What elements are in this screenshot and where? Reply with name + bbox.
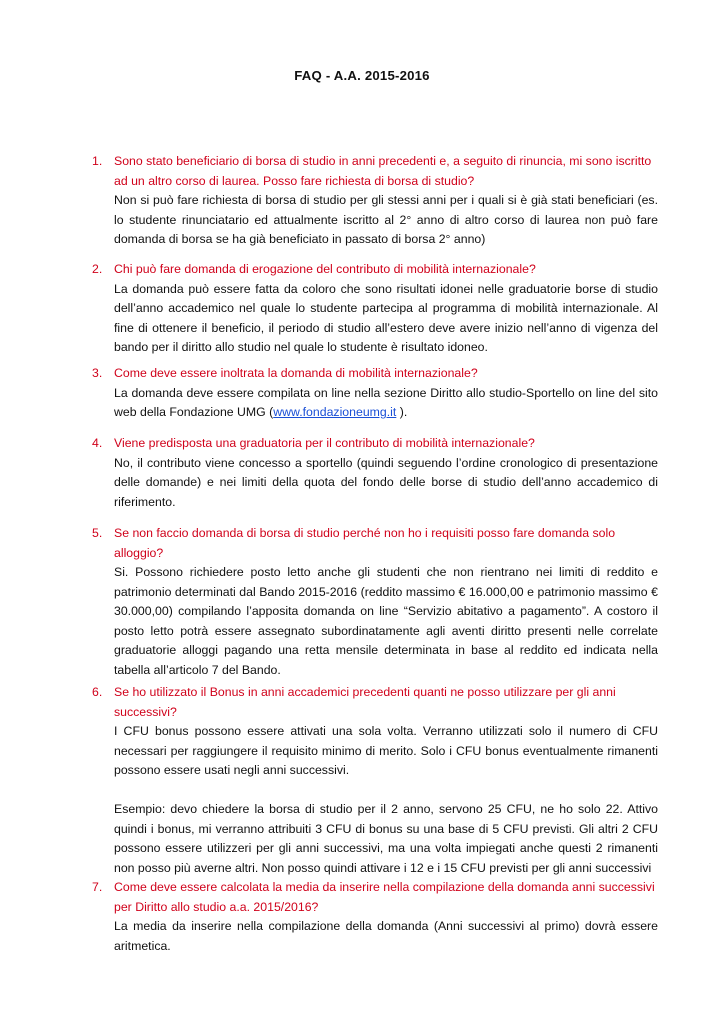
faq-item-2 — [92, 260, 658, 358]
faq-answer-paragraph: No, il contributo viene concesso a sportello (quindi seguendo l’ordine cronologico di presentazione delle domande) e nei limiti della quota del fondo delle borse di studio dell’anno accademico di riferimento. — [114, 455, 658, 509]
faq-question-text: Se ho utilizzato il Bonus in anni accademici precedenti quanti ne posso utilizzare per gli anni successivi? — [114, 685, 616, 719]
faq-item-3 — [92, 364, 658, 423]
faq-question-text: Sono stato beneficiario di borsa di studio in anni precedenti e, a seguito di rinuncia, mi sono iscritto ad un altro corso di laurea. Posso fare richiesta di borsa di studio? — [114, 154, 652, 188]
faq-answer-paragraph: I CFU bonus possono essere attivati una sola volta. Verranno utilizzati solo il numero di CFU necessari per raggiungere il requisito minimo di merito. Solo i CFU bonus eventualmente rimanenti possono essere usati negli anni successivi. — [114, 724, 658, 777]
faq-answer — [114, 563, 658, 680]
faq-item-7 — [92, 878, 658, 956]
faq-question-text: Se non faccio domanda di borsa di studio perché non ho i requisiti posso fare domanda solo alloggio? — [114, 526, 616, 560]
fondazione-website-link[interactable]: www.fondazioneumg.it — [273, 405, 397, 419]
faq-item-1 — [92, 152, 658, 250]
faq-question-text: Come deve essere calcolata la media da inserire nella compilazione della domanda anni successivi per Diritto allo studio a.a. 2015/2016? — [114, 880, 655, 914]
faq-number: 6. — [92, 685, 103, 699]
faq-answer-paragraph — [114, 384, 658, 423]
faq-answer — [114, 280, 658, 358]
faq-item-6 — [92, 683, 658, 878]
faq-number: 4. — [92, 436, 103, 450]
faq-answer-paragraph: Si. Possono richiedere posto letto anche gli studenti che non rientrano nei limiti di reddito e patrimonio determinati dal Bando 2015-2016 (reddito massimo € 16.000,00 e patrimonio massimo € 30.000,00) compilando l’apposita domanda on line “Servizio abitativo a pagamento”. A costoro il posto letto potrà essere assegnato subordinatamente agli aventi diritto presenti nelle correlate graduatorie alloggi pagando una retta mensile determinata in base al reddito ed indicata nella tabella all’articolo 7 del Bando. — [114, 565, 658, 677]
faq-question — [92, 878, 658, 917]
faq-question-text: Come deve essere inoltrata la domanda di mobilità internazionale? — [114, 366, 478, 380]
faq-question-text: Viene predisposta una graduatoria per il contributo di mobilità internazionale? — [114, 436, 535, 450]
faq-number: 5. — [92, 526, 103, 540]
faq-question — [92, 152, 658, 191]
faq-answer — [114, 191, 658, 250]
faq-question — [92, 524, 658, 563]
faq-number: 2. — [92, 262, 103, 276]
faq-answer-example: Esempio: devo chiedere la borsa di studio per il 2 anno, servono 25 CFU, ne ho solo 22. Attivo quindi i bonus, mi verranno attribuiti 3 CFU di bonus su una base di 5 CFU previsti. Gli altri 2 CFU possono essere utilizzeri per gli anni successivi, ma una volta impiegati anche questi 2 rimanenti non posso più averne altri. Non posso quindi attivare i 12 e i 15 CFU previsti per gli anni successivi — [114, 802, 658, 875]
faq-answer — [114, 722, 658, 878]
faq-question — [92, 260, 658, 280]
faq-question — [92, 683, 658, 722]
faq-item-5 — [92, 524, 658, 680]
faq-question-text: Chi può fare domanda di erogazione del contributo di mobilità internazionale? — [114, 262, 536, 276]
faq-number: 7. — [92, 880, 103, 894]
faq-answer-paragraph: Non si può fare richiesta di borsa di studio per gli stessi anni per i quali si è già stati beneficiari (es. lo studente rinunciatario ed attualmente iscritto al 2° anno di altro corso di laurea non può fare domanda di borsa se ha già beneficiato in passato di borsa 2° anno) — [114, 193, 658, 246]
faq-question — [92, 364, 658, 384]
faq-number: 3. — [92, 366, 103, 380]
faq-item-4 — [92, 434, 658, 512]
page-title: FAQ - A.A. 2015-2016 — [294, 68, 430, 83]
faq-answer — [114, 384, 658, 423]
faq-question — [92, 434, 658, 454]
faq-answer — [114, 454, 658, 513]
faq-number: 1. — [92, 154, 103, 168]
faq-answer-paragraph: La media da inserire nella compilazione della domanda (Anni successivi al primo) dovrà essere aritmetica. — [114, 919, 658, 953]
faq-answer-text: La domanda deve essere compilata on line nella sezione Diritto allo studio-Sportello on line del sito web della Fondazione UMG ( — [114, 385, 658, 419]
faq-answer-paragraph: La domanda può essere fatta da coloro che sono risultati idonei nelle graduatorie borse di studio dell’anno accademico nel quale lo studente partecipa al programma di mobilità internazionale. Al fine di ottenere il beneficio, il periodo di studio all’estero deve avere inizio nell’anno di vigenza del bando per il diritto allo studio nel quale lo studente è risultato idoneo. — [114, 281, 658, 354]
faq-answer-text: ). — [396, 405, 408, 419]
faq-answer — [114, 917, 658, 956]
